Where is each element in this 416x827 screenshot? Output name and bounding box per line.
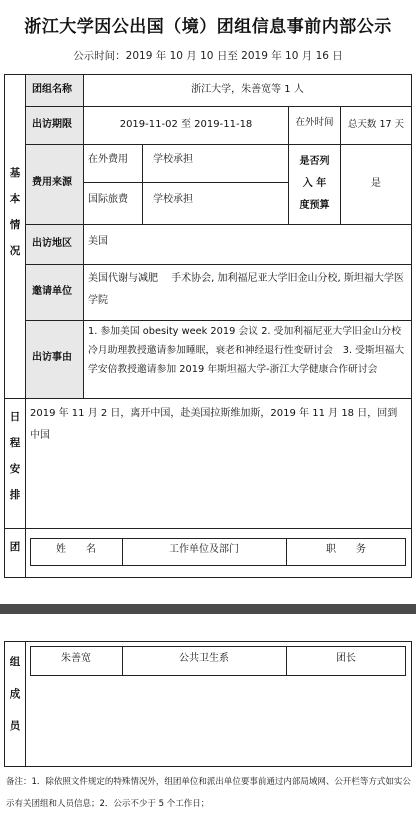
footnote: 备注：1．除依照文件规定的特殊情况外，组团单位和派出单位要事前通过内部局域网、公开栏等方式如实公示有关团组和人员信息；2．公示不少于 5 个工作日；: [6, 777, 411, 809]
schedule-text: 2019 年 11 月 2 日，离开中国，赴美国拉斯维加斯，2019 年 11 月 18 日，回到中国: [30, 408, 398, 441]
section-group-label: 团: [9, 541, 21, 553]
inviter-label: 邀请单位: [26, 265, 83, 320]
period-value: 2019-11-02 至 2019-11-18: [119, 119, 253, 130]
section-basic-label: 基本情况: [9, 167, 21, 257]
budget-value: 是: [371, 178, 381, 189]
purpose-label: 出访事由: [26, 321, 83, 398]
member-header-name: 姓 名: [56, 544, 96, 555]
section-members-label: 组成员: [9, 656, 21, 732]
travel-cost-label: 国际旅费: [88, 194, 128, 205]
section-schedule-label: 日程安排: [9, 411, 21, 501]
page-separator: [0, 604, 416, 614]
group-name-label: 团组名称: [26, 75, 83, 106]
region-value: 美国: [88, 236, 108, 247]
member-header-position: 职 务: [326, 544, 366, 555]
travel-cost-value: 学校承担: [153, 194, 193, 205]
period-label: 出访期限: [26, 107, 83, 144]
member-unit: 公共卫生系: [179, 653, 229, 664]
abroad-cost-label: 在外费用: [88, 154, 128, 165]
page-title: 浙江大学因公出国（境）团组信息事前内部公示: [24, 17, 392, 37]
publish-time: 公示时间：2019 年 10 月 10 日至 2019 年 10 月 16 日: [73, 50, 343, 62]
funding-label: 费用来源: [26, 145, 83, 224]
member-position: 团长: [336, 653, 356, 664]
member-name: 朱善宽: [61, 653, 91, 664]
purpose-value: 1. 参加美国 obesity week 2019 会议 2. 受加利福尼亚大学旧金山分校冷月助理教授邀请参加睡眠，衰老和神经退行性变研讨会 3. 受斯坦福大学安倍教授邀请参加 2019 年斯坦福大学-浙江大学健康合作研讨会: [88, 326, 405, 375]
group-name-value: 浙江大学，朱善宽等 1 人: [191, 84, 304, 95]
time-abroad-label: 在外时间: [295, 117, 334, 128]
member-header-unit: 工作单位及部门: [169, 544, 239, 555]
time-abroad-value: 总天数 17 天: [347, 119, 405, 130]
region-label: 出访地区: [26, 225, 83, 264]
inviter-value: 美国代谢与减肥 手术协会, 加利福尼亚大学旧金山分校, 斯坦福大学医学院: [88, 273, 404, 306]
abroad-cost-value: 学校承担: [153, 154, 193, 165]
budget-label: 是否列 入 年 度预算: [299, 156, 330, 211]
